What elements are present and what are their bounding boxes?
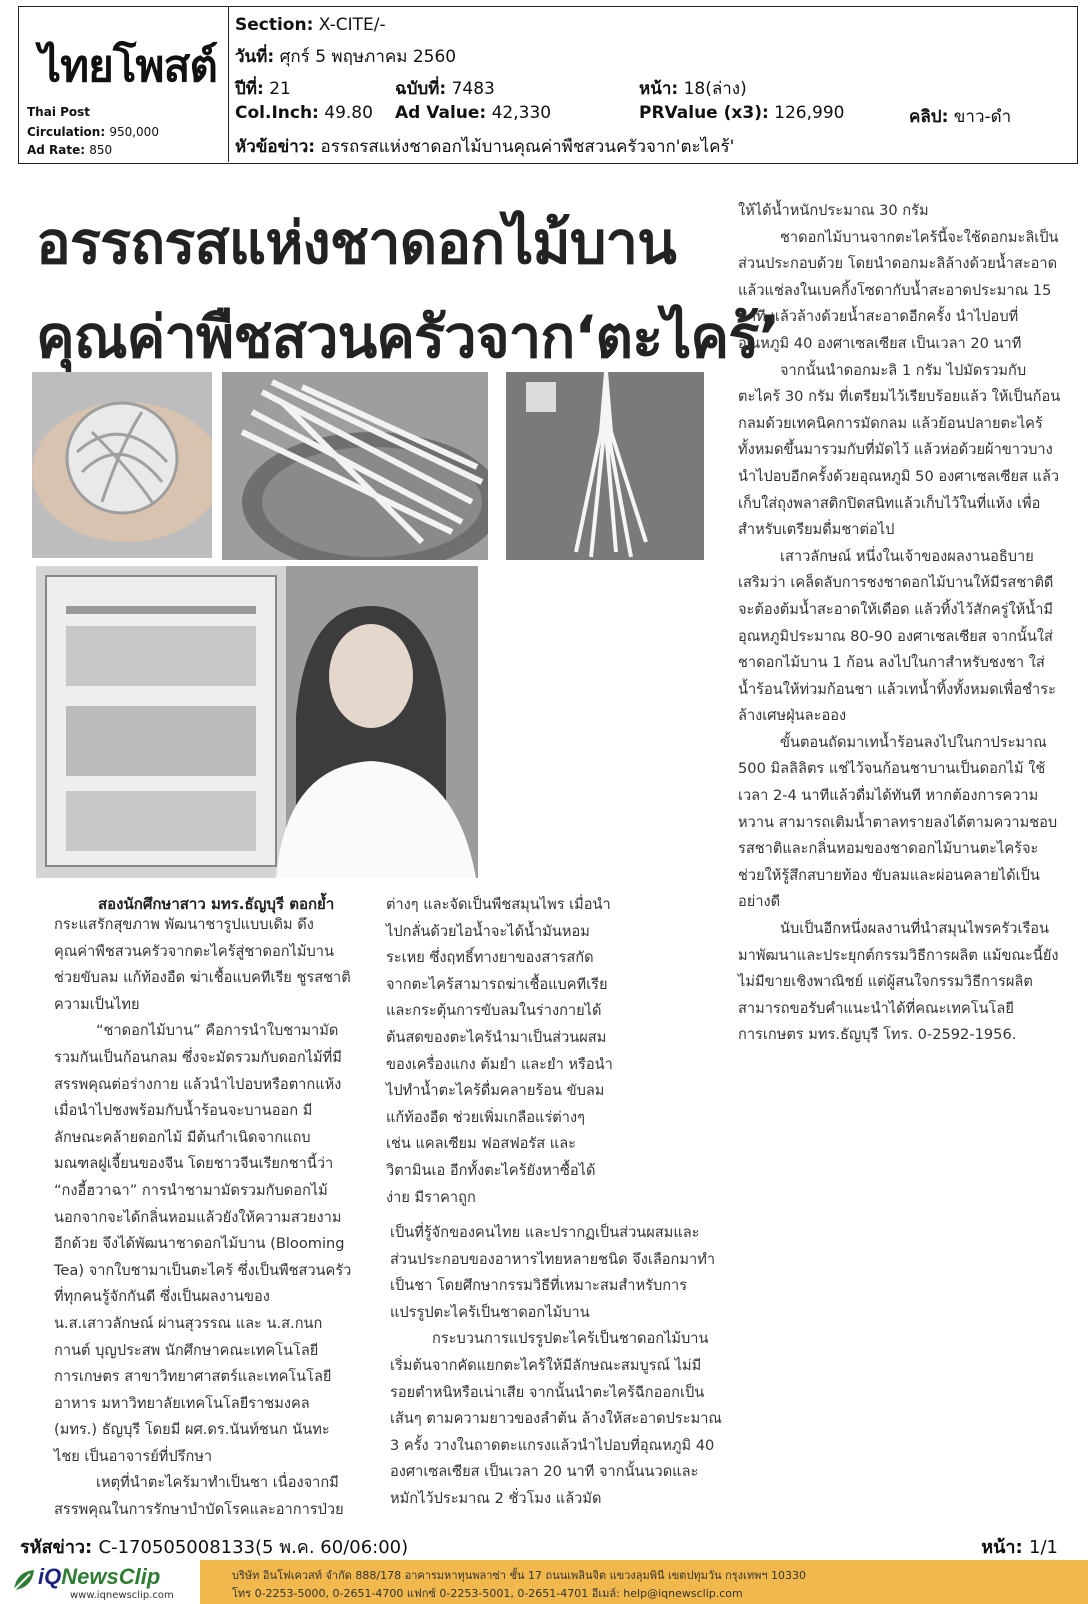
company-address: บริษัท อินโฟเควสท์ จำกัด 888/178 อาคารมหาทุนพลาซ่า ชั้น 17 ถนนเพลินจิต แขวงลุมพินี เขตปทุมวัน กรุงเทพฯ 10330	[232, 1569, 806, 1582]
page-field: หน้า: 18(ล่าง)	[639, 79, 747, 99]
photo-student-portrait	[36, 566, 478, 878]
article-column-1	[54, 912, 354, 1524]
footer-bar	[0, 1560, 1088, 1604]
section-field: Section: X-CITE/-	[235, 15, 386, 35]
iqnewsclip-logo-box[interactable]	[0, 1560, 200, 1604]
paragraph: ชาดอกไม้บานจากตะไคร้นี้จะใช้ดอกมะลิเป็นส่วนประกอบด้วย โดยนำดอกมะลิล้างด้วยน้ำสะอาด แล้วแช่ลงในเบคกิ้งโซดากับน้ำสะอาดประมาณ 15 นาที แล้วล้างด้วยน้ำสะอาดอีกครั้ง นำไปอบที่อุณหภูมิ 40 องศาเซลเซียส เป็นเวลา 20 นาที	[738, 228, 1059, 352]
headline-field: หัวข้อข่าว: อรรถรสแห่งชาดอกไม้บานคุณค่าพืชสวนครัวจาก'ตะไคร้'	[235, 137, 735, 157]
news-id: รหัสข่าว: C-170505008133(5 พ.ค. 60/06:00)	[20, 1537, 409, 1558]
circulation: Circulation: 950,000	[27, 125, 159, 139]
paragraph: เป็นที่รู้จักของคนไทย และปรากฏเป็นส่วนผสมและส่วนประกอบของอาหารไทยหลายชนิด จึงเลือกมาทำเป็นชา โดยศึกษากรรมวิธีที่เหมาะสมสำหรับการแปรรูปตะไคร้เป็นชาดอกไม้บาน	[390, 1224, 716, 1321]
article-column-2a	[386, 892, 614, 1211]
paragraph: เสาวลักษณ์ หนึ่งในเจ้าของผลงานอธิบายเสริมว่า เคล็ดลับการชงชาดอกไม้บานให้มีรสชาติดี จะต้องต้มน้ำสะอาดให้เดือด แล้วทิ้งไว้สักครู่ให้น้ำมีอุณหภูมิประมาณ 80-90 องศาเซลเซียส จากนั้นใส่ชาดอกไม้บาน 1 ก้อน ลงไปในกาสำหรับชงชา ใส่น้ำร้อนให้ท่วมก้อนชา แล้วเทน้ำทิ้งทั้งหมดเพื่อชำระล้างเศษฝุ่นละออง	[738, 547, 1056, 725]
col-inch-field: Col.Inch: 49.80	[235, 103, 373, 123]
footer-url[interactable]: www.iqnewsclip.com	[70, 1590, 174, 1601]
photo-tying-bundle	[506, 372, 704, 560]
article-headline-line-2: คุณค่าพืชสวนครัวจาก‘ตะไคร้’	[36, 303, 780, 371]
ad-value-field: Ad Value: 42,330	[395, 103, 552, 123]
iqnewsclip-logo: iQNewsClip	[38, 1564, 161, 1589]
company-contact: โทร 0-2253-5000, 0-2651-4700 แฟกซ์ 0-2253-5001, 0-2651-4701 อีเมล์: help@iqnewsclip.com	[232, 1587, 743, 1600]
clip-header	[18, 6, 1078, 164]
article-column-3	[738, 198, 1062, 1049]
paragraph: กระแสรักสุขภาพ พัฒนาชารูปแบบเดิม ดึงคุณค่าพืชสวนครัวจากตะไคร้สู่ชาดอกไม้บาน ช่วยขับลม แก้ท้องอืด ฆ่าเชื้อแบคทีเรีย ชูรสชาติความเป็นไทย	[54, 916, 351, 1013]
paragraph: “ชาดอกไม้บาน” คือการนำใบชามามัดรวมกันเป็นก้อนกลม ซึ่งจะมัดรวมกับดอกไม้ที่มีสรรพคุณต่อร่างกาย แล้วนำไปอบหรือตากแห้ง เมื่อนำไปชงพร้อมกับน้ำร้อนจะบานออก มีลักษณะคล้ายดอกไม้ มีต้นกำเนิดจากแถบมณฑลฝูเจี้ยนของจีน โดยชาวจีนเรียกชานี้ว่า “กงอี้ฮวาฉา” การนำชามามัดรวมกับดอกไม้นอกจากจะได้กลิ่นหอมแล้วยังให้ความสวยงามอีกด้วย จึงได้พัฒนาชาดอกไม้บาน (Blooming Tea) จากใบชามาเป็นตะไคร้ ซึ่งเป็นพืชสวนครัวที่ทุกคนรู้จักกันดี ซึ่งเป็นผลงานของ น.ส.เสาวลักษณ์ ผ่านสุวรรณ และ น.ส.กนกกานต์ บุญประสพ นักศึกษาคณะเทคโนโลยีการเกษตร สาขาวิทยาศาสตร์และเทคโนโลยีอาหาร มหาวิทยาลัยเทคโนโลยีราชมงคล (มทร.) ธัญบุรี โดยมี ผศ.ดร.นันท์ชนก นันทะไชย เป็นอาจารย์ที่ปรึกษา	[54, 1022, 352, 1465]
page-count: หน้า: 1/1	[981, 1537, 1058, 1558]
article-headline-line-1: อรรถรสแห่งชาดอกไม้บาน	[36, 209, 676, 277]
clip-type-field: คลิป: ขาว-ดำ	[909, 107, 1012, 127]
photo-caption: สองนักศึกษาสาว มทร.ธัญบุรี ตอกย้ำ	[98, 895, 335, 913]
paragraph: ให้ได้น้ำหนักประมาณ 30 กรัม	[738, 202, 929, 219]
pr-value-field: PRValue (x3): 126,990	[639, 103, 845, 123]
article-column-2b	[390, 1220, 726, 1513]
photo-tea-ball	[32, 372, 212, 558]
paragraph: ขั้นตอนถัดมาเทน้ำร้อนลงไปในกาประมาณ 500 มิลลิลิตร แช่ไว้จนก้อนชาบานเป็นดอกไม้ ใช้เวลา 2-4 นาทีแล้วดื่มได้ทันที หากต้องการความหวาน สามารถเติมน้ำตาลทรายลงได้ตามความชอบ รสชาติและกลิ่นหอมของชาดอกไม้บานตะไคร้จะช่วยให้รู้สึกสบายท้อง ขับลมและผ่อนคลายได้เป็นอย่างดี	[738, 733, 1058, 911]
leaf-icon	[10, 1566, 38, 1594]
year-field: ปีที่: 21	[235, 79, 291, 99]
paragraph: จากนั้นนำดอกมะลิ 1 กรัม ไปมัดรวมกับตะไคร้ 30 กรัม ที่เตรียมไว้เรียบร้อยแล้ว ให้เป็นก้อนกลมด้วยเทคนิคการมัดกลม แล้วย้อนปลายตะไคร้ทั้งหมดขึ้นมารวมกับที่มัดไว้ แล้วห่อด้วยผ้าขาวบาง นำไปอบอีกครั้งด้วยอุณหภูมิ 50 องศาเซลเซียส แล้วเก็บใส่ถุงพลาสติกปิดสนิทแล้วเก็บไว้ในที่แห้ง เพื่อสำหรับเตรียมดื่มชาต่อไป	[738, 361, 1061, 539]
photo-lemongrass-strips	[222, 372, 488, 560]
publisher-logo-cell	[19, 7, 229, 162]
paragraph: ต่างๆ และจัดเป็นพืชสมุนไพร เมื่อนำไปกลั่นด้วยไอน้ำจะได้น้ำมันหอมระเหย ซึ่งฤทธิ์ทางยาของสารสกัดจากตะไคร้สามารถฆ่าเชื้อแบคทีเรียและกระตุ้นการขับลมในร่างกายได้ ต้นสดของตะไคร้นำมาเป็นส่วนผสมของเครื่องแกง ต้มยำ และยำ หรือนำไปทำน้ำตะไคร้ดื่มคลายร้อน ขับลมแก้ท้องอืด ช่วยเพิ่มเกลือแร่ต่างๆ เช่น แคลเซียม ฟอสฟอรัส และวิตามินเอ อีกทั้งตะไคร้ยังหาซื้อได้ง่าย มีราคาถูก	[386, 896, 613, 1206]
date-field: วันที่: ศุกร์ 5 พฤษภาคม 2560	[235, 47, 457, 67]
paragraph: เหตุที่นำตะไคร้มาทำเป็นชา เนื่องจากมีสรรพคุณในการรักษาบำบัดโรคและอาการป่วย	[54, 1474, 344, 1519]
paragraph: กระบวนการแปรรูปตะไคร้เป็นชาดอกไม้บาน เริ่มต้นจากคัดแยกตะไคร้ให้มีลักษณะสมบูรณ์ ไม่มีรอยตำหนิหรือเน่าเสีย จากนั้นนำตะไคร้ฉีกออกเป็นเส้นๆ ตามความยาวของลำต้น ล้างให้สะอาดประมาณ 3 ครั้ง วางในถาดตะแกรงแล้วนำไปอบที่อุณหภูมิ 40 องศาเซลเซียส เป็นเวลา 20 นาที จากนั้นนวดและหมักไว้ประมาณ 2 ชั่วโมง แล้วมัด	[390, 1330, 722, 1507]
paragraph: นับเป็นอีกหนึ่งผลงานที่นำสมุนไพรครัวเรือนมาพัฒนาและประยุกต์กรรมวิธีการผลิต แม้ขณะนี้ยังไม่มีขายเชิงพาณิชย์ แต่ผู้สนใจกรรมวิธีการผลิตสามารถขอรับคำแนะนำได้ที่คณะเทคโนโลยีการเกษตร มทร.ธัญบุรี โทร. 0-2592-1956.	[738, 920, 1059, 1044]
ad-rate: Ad Rate: 850	[27, 143, 113, 157]
publisher-logo: ไทยโพสต์	[39, 41, 217, 92]
publisher-name: Thai Post	[27, 105, 91, 119]
issue-field: ฉบับที่: 7483	[395, 79, 495, 99]
